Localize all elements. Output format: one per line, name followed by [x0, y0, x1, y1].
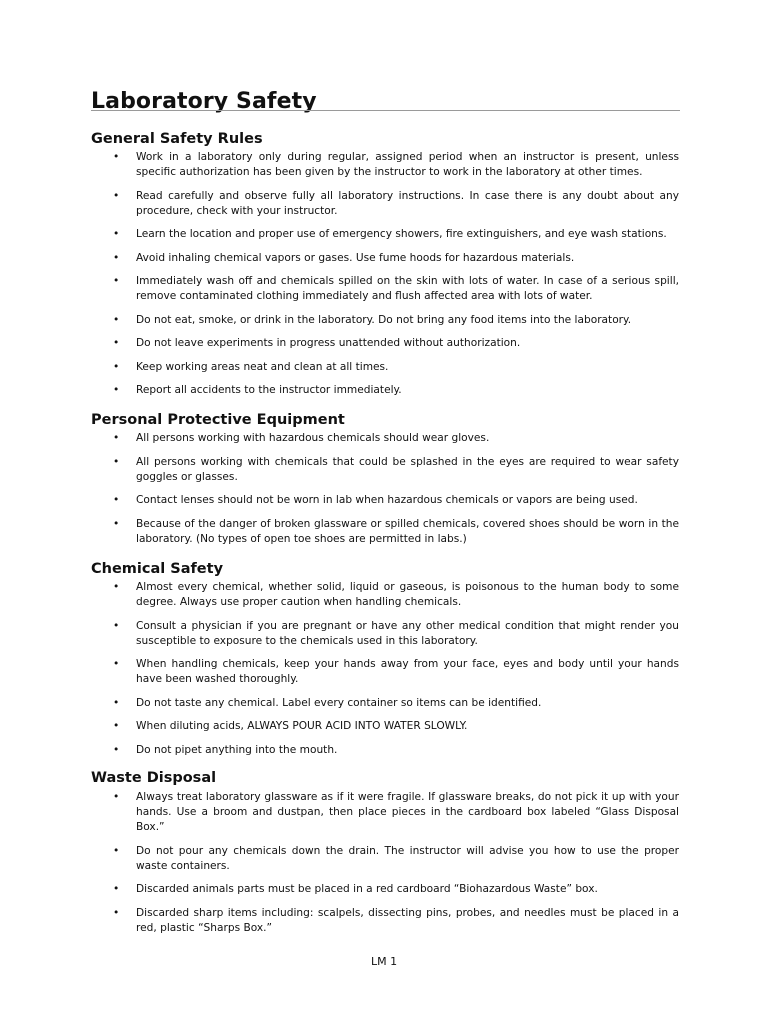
bullet-icon: • — [113, 844, 120, 857]
title-underline — [91, 110, 680, 111]
bullet-item — [0, 743, 679, 758]
bullet-item — [0, 455, 679, 485]
bullet-text: All persons working with chemicals that could be splashed in the eyes are required to wear safety goggles or glasses. — [136, 455, 679, 483]
bullet-item — [0, 696, 679, 711]
general-safety-rules-list — [0, 150, 680, 407]
bullet-icon: • — [113, 720, 120, 732]
section-heading-personal-protective-equipment: Personal Protective Equipment — [91, 412, 345, 428]
bullet-item — [0, 189, 679, 219]
bullet-text: All persons working with hazardous chemicals should wear gloves. — [136, 432, 490, 444]
bullet-item — [0, 360, 679, 375]
bullet-icon: • — [113, 743, 120, 756]
page-title: Laboratory Safety — [91, 89, 317, 114]
personal-protective-equipment-list — [0, 431, 680, 555]
bullet-text: When diluting acids, ALWAYS POUR ACID INTO WATER SLOWLY. — [136, 720, 468, 732]
bullet-text: Avoid inhaling chemical vapors or gases. Use fume hoods for hazardous materials. — [136, 251, 575, 264]
bullet-icon: • — [113, 360, 120, 373]
bullet-icon: • — [113, 494, 120, 506]
bullet-text: When handling chemicals, keep your hands away from your face, eyes and body until your hands have been washed thoroughly. — [136, 658, 679, 685]
section-heading-general-safety-rules: General Safety Rules — [91, 131, 263, 147]
bullet-text: Contact lenses should not be worn in lab when hazardous chemicals or vapors are being used. — [136, 494, 638, 506]
bullet-item — [0, 336, 679, 351]
bullet-item — [0, 227, 679, 242]
bullet-item — [0, 431, 679, 446]
bullet-text: Report all accidents to the instructor immediately. — [136, 384, 402, 396]
bullet-text: Do not leave experiments in progress unattended without authorization. — [136, 337, 521, 349]
section-heading-waste-disposal: Waste Disposal — [91, 770, 217, 786]
bullet-text: Always treat laboratory glassware as if it were fragile. If glassware breaks, do not pick it up with your hands. Use a broom and dustpan, then place pieces in the cardboard box labeled “Glass Disposal Box.” — [136, 791, 679, 833]
bullet-icon: • — [113, 455, 120, 468]
bullet-icon: • — [113, 189, 120, 202]
bullet-item — [0, 844, 679, 874]
bullet-text: Consult a physician if you are pregnant or have any other medical condition that might render you susceptible to exposure to the chemicals used in this laboratory. — [136, 619, 679, 647]
bullet-icon: • — [113, 251, 120, 264]
bullet-item — [0, 274, 679, 304]
bullet-item — [0, 619, 679, 649]
bullet-text: Because of the danger of broken glassware or spilled chemicals, covered shoes should be worn in the laboratory. (No types of open toe shoes are permitted in labs.) — [136, 517, 679, 545]
bullet-item — [0, 150, 679, 180]
bullet-item — [0, 719, 679, 734]
bullet-text: Do not pipet anything into the mouth. — [136, 743, 338, 756]
bullet-text: Immediately wash off and chemicals spilled on the skin with lots of water. In case of a serious spill, remove contaminated clothing immediately and flush affected area with lots of water. — [136, 275, 679, 302]
bullet-icon: • — [113, 432, 120, 444]
bullet-icon: • — [113, 275, 120, 287]
bullet-icon: • — [113, 313, 120, 326]
bullet-text: Read carefully and observe fully all laboratory instructions. In case there is any doubt about any procedure, check with your instructor. — [136, 189, 679, 217]
bullet-text: Discarded animals parts must be placed in a red cardboard “Biohazardous Waste” box. — [136, 883, 598, 895]
bullet-item — [0, 251, 679, 266]
bullet-icon: • — [113, 517, 120, 530]
bullet-item — [0, 580, 679, 610]
bullet-text: Do not taste any chemical. Label every container so items can be identified. — [136, 696, 542, 709]
bullet-icon: • — [113, 658, 120, 670]
bullet-icon: • — [113, 883, 120, 895]
bullet-icon: • — [113, 619, 120, 632]
bullet-text: Learn the location and proper use of emergency showers, fire extinguishers, and eye wash stations. — [136, 228, 667, 240]
bullet-text: Almost every chemical, whether solid, liquid or gaseous, is poisonous to the human body to some degree. Always use proper caution when handling chemicals. — [136, 581, 679, 608]
bullet-icon: • — [113, 384, 120, 396]
bullet-text: Discarded sharp items including: scalpels, dissecting pins, probes, and needles must be placed in a red, plastic “Sharps Box.” — [136, 906, 679, 934]
bullet-item — [0, 790, 679, 835]
bullet-icon: • — [113, 228, 120, 240]
bullet-icon: • — [113, 337, 120, 349]
chemical-safety-list — [0, 580, 680, 766]
bullet-icon: • — [113, 151, 120, 163]
bullet-item — [0, 383, 679, 398]
bullet-item — [0, 493, 679, 508]
bullet-icon: • — [113, 581, 120, 593]
bullet-text: Do not pour any chemicals down the drain. The instructor will advise you how to use the proper waste containers. — [136, 844, 679, 872]
section-heading-chemical-safety: Chemical Safety — [91, 561, 224, 577]
bullet-icon: • — [113, 791, 120, 803]
bullet-item — [0, 882, 679, 897]
bullet-item — [0, 657, 679, 687]
bullet-item — [0, 517, 679, 547]
bullet-text: Keep working areas neat and clean at all times. — [136, 360, 389, 373]
bullet-icon: • — [113, 696, 120, 709]
bullet-item — [0, 313, 679, 328]
page-number: LM 1 — [371, 955, 398, 968]
bullet-text: Work in a laboratory only during regular, assigned period when an instructor is present, unless specific authorization has been given by the instructor to work in the laboratory at other times. — [136, 151, 679, 178]
bullet-icon: • — [113, 906, 120, 919]
waste-disposal-list — [0, 790, 680, 944]
bullet-text: Do not eat, smoke, or drink in the laboratory. Do not bring any food items into the laboratory. — [136, 313, 632, 326]
bullet-item — [0, 906, 679, 936]
